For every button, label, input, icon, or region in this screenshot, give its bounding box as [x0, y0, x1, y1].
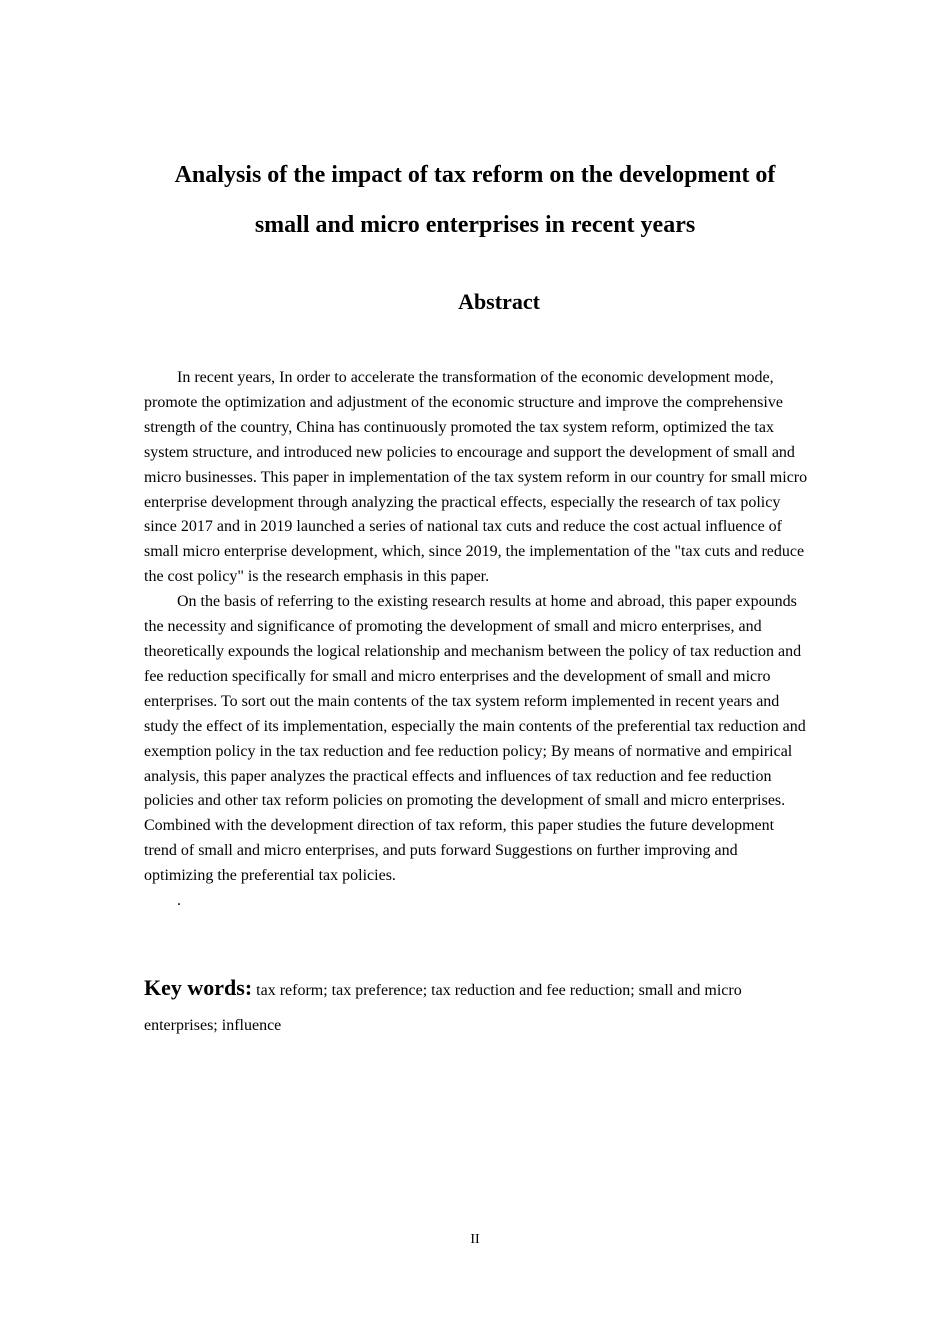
paper-title: [100, 150, 850, 250]
abstract-paragraph-1: In recent years, In order to accelerate the transformation of the economic development mode, promote the optimization and adjustment of the economic structure and improve the comprehensive strength of the country, China has continuously promoted the tax system reform, optimized the tax system structure, and introduced new policies to encourage and support the development of small and micro businesses. This paper in implementation of the tax system reform in our country for small micro enterprise development through analyzing the practical effects, especially the research of tax policy since 2017 and in 2019 launched a series of national tax cuts and reduce the cost actual influence of small micro enterprise development, which, since 2019, the implementation of the "tax cuts and reduce the cost policy" is the research emphasis in this paper.: [144, 369, 808, 586]
keywords-section: [144, 970, 808, 1043]
abstract-body: [144, 366, 808, 914]
keywords-label: Key words:: [144, 975, 253, 1000]
keywords-text: tax reform; tax preference; tax reduction and fee reduction; small and micro enterprises; influence: [144, 982, 742, 1034]
abstract-heading: Abstract: [458, 289, 540, 314]
abstract-paragraph-2: On the basis of referring to the existing research results at home and abroad, this paper expounds the necessity and significance of promoting the development of small and micro enterprises, and theoretically expounds the logical relationship and mechanism between the policy of tax reduction and fee reduction specifically for small and micro enterprises and the development of small and micro enterprises. To sort out the main contents of the tax system reform implemented in recent years and study the effect of its implementation, especially the main contents of the preferential tax reduction and exemption policy in the tax reduction and fee reduction policy; By means of normative and empirical analysis, this paper analyzes the practical effects and influences of tax reduction and fee reduction policies and other tax reform policies on promoting the development of small and micro enterprises. Combined with the development direction of tax reform, this paper studies the future development trend of small and micro enterprises, and puts forward Suggestions on further improving and optimizing the preferential tax policies.: [144, 593, 806, 885]
paper-title-line-1: Analysis of the impact of tax reform on the development of: [174, 162, 776, 188]
paper-title-line-2: small and micro enterprises in recent years: [254, 212, 696, 238]
page-number: II: [470, 1232, 480, 1247]
abstract-trailing-mark: .: [177, 892, 181, 910]
